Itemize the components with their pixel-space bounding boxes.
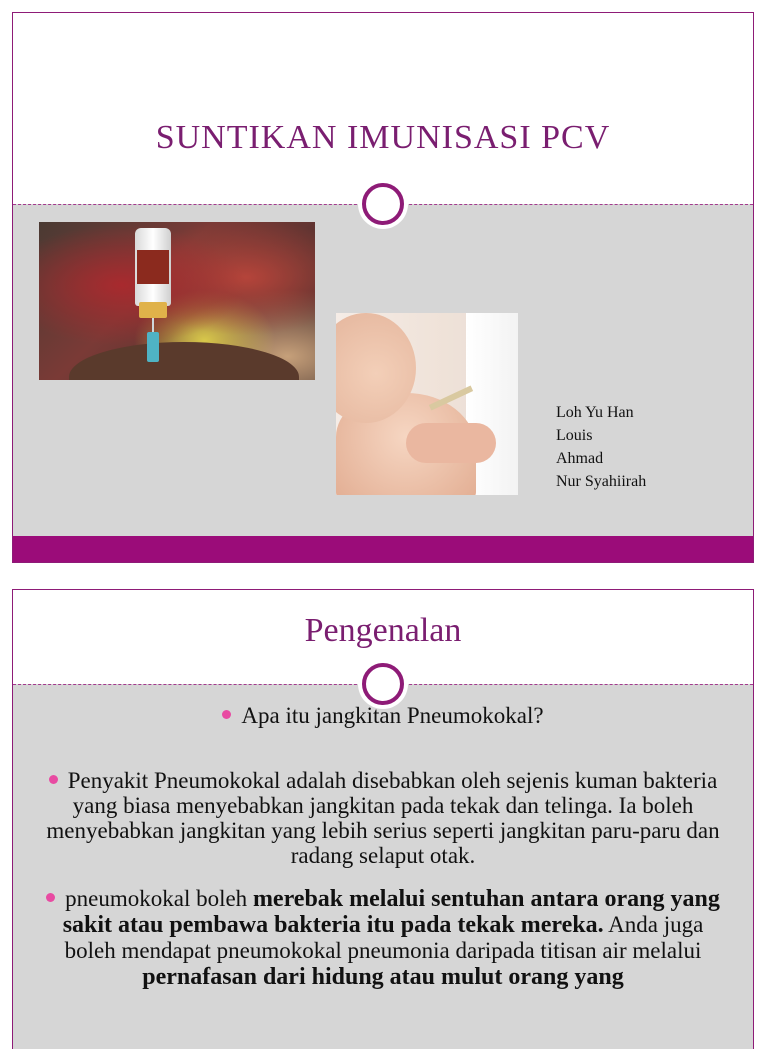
vial-cap xyxy=(139,302,167,318)
bullet-dot-icon xyxy=(49,775,58,784)
baby-vaccination-photo xyxy=(336,313,518,495)
doctor-hand xyxy=(406,423,496,463)
slide-heading: Pengenalan xyxy=(304,612,462,649)
bottom-accent-bar xyxy=(13,536,753,562)
divider-ring-icon xyxy=(362,183,404,225)
slide-title xyxy=(12,12,754,563)
vaccine-vial-photo xyxy=(39,222,315,380)
author-name: Ahmad xyxy=(556,450,604,467)
author-name: Louis xyxy=(556,427,593,444)
bullet-dot-icon xyxy=(46,893,55,902)
needle-hub xyxy=(147,332,159,362)
presentation-title: SUNTIKAN IMUNISASI PCV xyxy=(155,119,611,156)
author-list xyxy=(556,401,646,493)
author-name: Nur Syahiirah xyxy=(556,473,647,490)
bullet-list xyxy=(13,702,753,990)
bullet-item: Apa itu jangkitan Pneumokokal? xyxy=(13,702,753,730)
bullet-item: pneumokokal boleh merebak melalui sentuhan antara orang yang sakit atau pembawa bakteria itu pada tekak mereka. Anda juga boleh mendapat pneumokokal pneumonia daripada titisan air melalui pernafasan dari hidung atau mulut orang yang xyxy=(13,886,753,990)
divider-ring-icon xyxy=(362,663,404,705)
bullet-dot-icon xyxy=(222,710,231,719)
title-area xyxy=(13,13,753,204)
vial-label xyxy=(137,250,169,284)
bullet-item: Penyakit Pneumokokal adalah disebabkan oleh sejenis kuman bakteria yang biasa menyebabkan jangkitan pada tekak dan telinga. Ia boleh menyebabkan jangkitan yang lebih serius seperti jangkitan paru-paru dan radang selaput otak. xyxy=(46,768,720,868)
slide-introduction xyxy=(12,589,754,1049)
author-name: Loh Yu Han xyxy=(556,404,634,421)
hand-shape xyxy=(69,342,299,380)
